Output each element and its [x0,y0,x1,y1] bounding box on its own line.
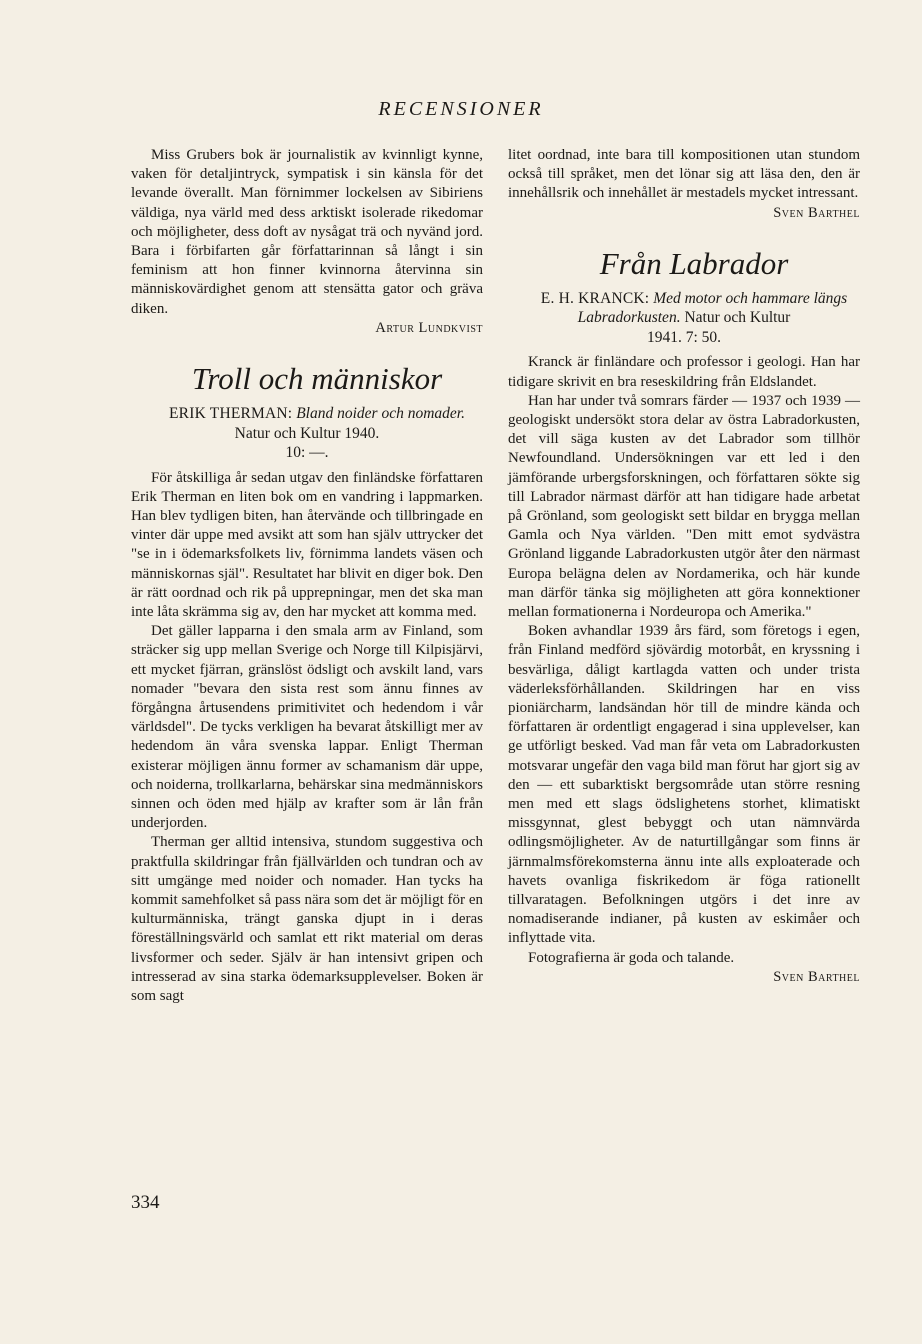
bibliography-labrador [508,289,860,348]
left-column [131,146,483,1006]
review-paragraph-labrador-3: Boken avhandlar 1939 års färd, som företogs i egen, från Finland medförd sjövärdig motorbåt, en kryssning i besvärliga, dåligt kartlagda vatten och under trista väderleksförhållanden. Skildringen har en viss pioniärcharm, landsändan hör till de mindre kända och författaren är ordentligt engagerad i sina upplevelser, kan ge utförligt besked. Vad man får veta om Labradorkusten motsvarar ungefär den vaga bild man förut har gjort sig av den — ett subarktiskt bergsområde utan större resning men med ett slags ödslighetens storhet, klimatiskt missgynnat, glest bebyggt och utan nämnvärda odlingsmöjligheter. Av de naturtillgångar som finns är järnmalmsförekomsterna ännu inte alls exploaterade och havets ovanliga fiskrikedom är föga rationellt tillvaratagen. Befolkningen utgörs i det inre av nomadiserande indianer, på kusten av eskimåer och inflyttade vita. [508,623,860,947]
continued-signature: Sven Barthel [773,204,860,221]
year-price-kranck: 1941. 7: 50. [646,328,722,346]
review-title-troll: Troll och människor [191,361,443,397]
continued-paragraph: litet oordnad, inte bara till kompositionen utan stundom också till språket, men det lönar sig att läsa den, den är innehållsrik och innehållet är mestadels mycket intressant. [508,147,860,202]
page-number: 334 [131,1192,160,1213]
review-paragraph-troll-1: För åtskilliga år sedan utgav den finländske författaren Erik Therman en liten bok om en vandring i lappmarken. Han blev tydligen biten, han återvände och tillbringade en vinter där uppe med avsikt att som han själv uttrycker det "se in i ödemarksfolkets liv, förnimma landets väsen och människornas själ". Resultatet har blivit en diger bok. Den är rätt oordnad och rik på upprepningar, men det ska man inte låta skrämma sig av, den har mycket att komma med. [131,469,483,620]
publisher-line-kranck: Natur och Kultur [684,309,791,327]
right-column [508,146,860,987]
bibliography-troll [131,404,483,463]
opening-signature: Artur Lundkvist [375,319,483,336]
book-title-kranck: Med motor och hammare längs Labradorkusten. [577,289,848,327]
book-title-therman: Bland noider och nomader. [296,405,465,423]
opening-paragraph: Miss Grubers bok är journalistik av kvinnligt kynne, vaken för detaljintryck, sympatisk i sin känsla för det levande överallt. Man förnimmer lockelsen av Sibiriens väldiga, nya värld med dess arktiskt isolerade rikedomar och möjligheter, dess doft av nysågat trä och nyvänd jord. Bara i förbifarten går författarinnan så långt i sin feminism att hon finner kvinnorna återvinna sin människovärdighet genom att stensätta gator och gräva diken. [131,147,483,317]
review-paragraph-labrador-1: Kranck är finländare och professor i geologi. Han har tidigare skrivit en bra reseskildring från Eldslandet. [508,354,860,390]
review-signature-labrador: Sven Barthel [773,968,860,985]
review-author-kranck: E. H. KRANCK: [540,289,650,307]
publisher-line-therman: Natur och Kultur 1940. [234,424,380,442]
review-paragraph-troll-2: Det gäller lapparna i den smala arm av Finland, som sträcker sig upp mellan Sverige och Norge till Kilpisjärvi, ett mycket fjärran, gränslöst ödsligt och avskilt land, vars nomader "bevara den sista rest som ännu finnes av förgångna årtusendens primitivitet och hedendom i vår världsdel". De tycks verkligen ha bevarat åtskilligt mer av hedendom än våra svenska lappar. Enligt Therman existerar möjligen ännu former av schamanism där uppe, och noiderna, trollkarlarna, behärskar sina medmänniskors sinnen och öden med hjälp av krafter som är lån från underjorden. [131,623,483,832]
review-paragraph-labrador-4: Fotografierna är goda och talande. [528,949,735,966]
review-paragraph-troll-3: Therman ger alltid intensiva, stundom suggestiva och praktfulla skildringar från fjällvärlden och tundran och av sitt umgänge med noider och nomader. Han tycks ha kommit samehfolket så pass nära som det är möjligt för en kulturmänniska, trängt ganska djupt in i deras föreställningsvärld och samlat ett rikt material om deras livsformer och seder. Själv är han intensivt gripen och intresserad av sina starka ödemarksupplevelser. Boken är som sagt [131,834,483,1005]
price-therman: 10: —. [285,444,329,462]
review-title-labrador: Från Labrador [599,245,789,281]
review-paragraph-labrador-2: Han har under två somrars färder — 1937 och 1939 — geologiskt undersökt stora delar av östra Labradorkusten, det vill säga kusten av det Labrador som tillhör Newfoundland. Undersökningen var ett led i den jämförande urbergsforskningen, och författaren sökte sig till Labrador närmast därför att han tidigare hade arbetat på Grönland, som geologiskt sett bildar en brygga mellan Gamla och Nya världen. "Den mitt emot sydvästra Grönland liggande Labradorkusten utgör åter den närmast Europa belägna delen av Nordamerika, och här kunde man därför tänka sig möjligheten att göra konnektioner mellan formationerna i Nordeuropa och Amerika." [508,392,860,620]
review-author-therman: ERIK THERMAN: [169,405,293,423]
running-header: RECENSIONER [378,98,544,120]
